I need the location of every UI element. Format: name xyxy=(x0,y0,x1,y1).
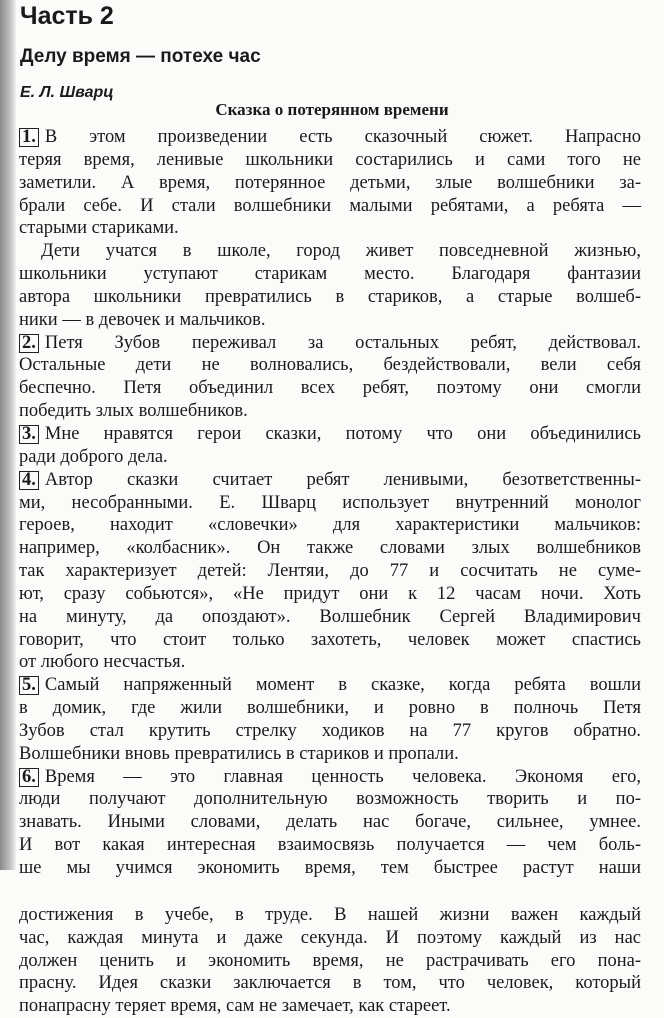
text-line xyxy=(19,514,641,537)
line-text: Зубов стал крутить стрелку ходиков на 77 кругов обратно. xyxy=(19,720,641,741)
line-text: В этом произведении есть сказочный сюжет. Напрасно xyxy=(44,127,641,147)
text-line xyxy=(19,332,641,355)
text-line xyxy=(19,720,641,743)
line-text: ники — в девочек и мальчиков. xyxy=(19,309,266,330)
text-line xyxy=(19,766,641,789)
text-line xyxy=(19,674,641,697)
text-line xyxy=(19,195,641,218)
line-text: час, каждая минута и даже секунда. И поэтому каждый из нас xyxy=(19,927,641,948)
text-line xyxy=(19,286,641,309)
line-text: Самый напряженный момент в сказке, когда ребята вошли xyxy=(44,675,641,696)
line-text: школьники уступают старикам место. Благодаря фантазии xyxy=(19,264,641,285)
line-text: должен ценить и экономить время, не растрачивать его пона- xyxy=(19,950,641,971)
text-line xyxy=(19,240,641,263)
answer-number-badge: 6. xyxy=(19,768,39,787)
answer-text xyxy=(19,126,641,1018)
text-line xyxy=(19,606,641,629)
line-text: Автор сказки считает ребят ленивыми, безответственны- xyxy=(44,469,641,490)
text-line xyxy=(19,857,641,880)
line-text: на минуту, да опоздают». Волшебник Сергей Владимирович xyxy=(19,606,641,627)
line-text: ше мы учимся экономить время, тем быстрее растут наши xyxy=(19,858,641,878)
line-text: так характеризует детей: Лентяи, до 77 и сосчитать не суме- xyxy=(19,561,641,582)
line-text: понапрасну теряет время, сам не замечает, как стареет. xyxy=(19,996,451,1017)
text-line xyxy=(19,904,641,927)
text-line xyxy=(19,492,641,515)
answer-number-badge: 3. xyxy=(19,425,39,444)
text-line xyxy=(19,217,641,240)
text-line xyxy=(19,263,641,286)
text-line xyxy=(19,811,641,834)
text-line xyxy=(19,788,641,811)
line-text: Дети учатся в школе, город живет повседневной жизнью, xyxy=(41,241,641,262)
author-name: Е. Л. Шварц xyxy=(20,84,114,101)
line-text: героев, находит «словечки» для характеристики мальчиков: xyxy=(19,515,641,536)
line-text: Петя Зубов переживал за остальных ребят, действовал. xyxy=(44,332,641,353)
line-text: от любого несчастья. xyxy=(19,652,186,673)
answer-number-badge: 4. xyxy=(19,471,39,490)
line-text: заметили. А время, потерянное детьми, злые волшебники за- xyxy=(19,172,641,193)
text-line xyxy=(19,423,641,446)
answer-number-badge: 5. xyxy=(19,676,39,695)
story-title: Сказка о потерянном времени xyxy=(215,100,449,119)
text-line xyxy=(19,172,641,195)
line-text: прасну. Идея сказки заключается в том, что человек, который xyxy=(19,973,641,994)
text-line xyxy=(19,469,641,492)
line-text: теряя время, ленивые школьники состарились и сами того не xyxy=(19,149,641,170)
text-line xyxy=(19,354,641,377)
text-line xyxy=(19,560,641,583)
text-line xyxy=(19,537,641,560)
line-text: в домик, где жили волшебники, и ровно в полночь Петя xyxy=(19,698,641,719)
text-line xyxy=(19,651,641,674)
line-text: старыми стариками. xyxy=(19,218,179,239)
line-text: достижения в учебе, в труде. В нашей жизни важен каждый xyxy=(19,904,641,925)
line-text: ют, сразу собьются», «Не придут они к 12 часам ночи. Хоть xyxy=(19,583,641,604)
line-text: И вот какая интересная взаимосвязь получается — чем боль- xyxy=(19,835,641,856)
text-line xyxy=(19,927,641,950)
line-text: говорит, что стоит только захотеть, человек может спастись xyxy=(19,629,641,650)
line-text: например, «колбасник». Он также словами злых волшебников xyxy=(19,538,641,559)
text-line xyxy=(19,972,641,995)
line-text: беспечно. Петя объединил всех ребят, поэтому они смогли xyxy=(19,378,641,399)
part-heading: Часть 2 xyxy=(20,2,114,30)
answer-number-badge: 2. xyxy=(19,334,39,353)
line-text: ради доброго дела. xyxy=(19,446,168,467)
line-text: победить злых волшебников. xyxy=(19,401,248,422)
text-line xyxy=(19,629,641,652)
text-line xyxy=(19,697,641,720)
line-text: Волшебники вновь превратились в стариков и пропали. xyxy=(19,743,459,764)
text-line xyxy=(19,950,641,973)
line-text: Мне нравятся герои сказки, потому что они объединились xyxy=(44,423,641,444)
text-line xyxy=(19,446,641,469)
text-line xyxy=(19,377,641,400)
text-line xyxy=(19,309,641,332)
text-line xyxy=(19,400,641,423)
text-line xyxy=(19,149,641,172)
page-binding-shadow xyxy=(0,0,16,870)
line-text: люди получают дополнительную возможность творить и по- xyxy=(19,789,641,810)
line-text: автора школьники превратились в стариков, а старые волшеб- xyxy=(19,286,641,307)
text-line xyxy=(19,126,641,149)
text-line xyxy=(19,834,641,857)
line-text: брали себе. И стали волшебники малыми ребятами, а ребята — xyxy=(19,195,641,216)
text-line xyxy=(19,583,641,606)
section-title: Делу время — потехе час xyxy=(20,46,261,67)
line-text: Время — это главная ценность человека. Экономя его, xyxy=(44,766,641,787)
line-text: Остальные дети не волновались, бездействовали, вели себя xyxy=(19,355,641,376)
text-line xyxy=(19,743,641,766)
line-text: знавать. Иными словами, делать нас богаче, сильнее, умнее. xyxy=(19,812,641,833)
line-text: ми, несобранными. Е. Шварц использует внутренний монолог xyxy=(19,492,641,513)
answer-number-badge: 1. xyxy=(19,128,39,147)
